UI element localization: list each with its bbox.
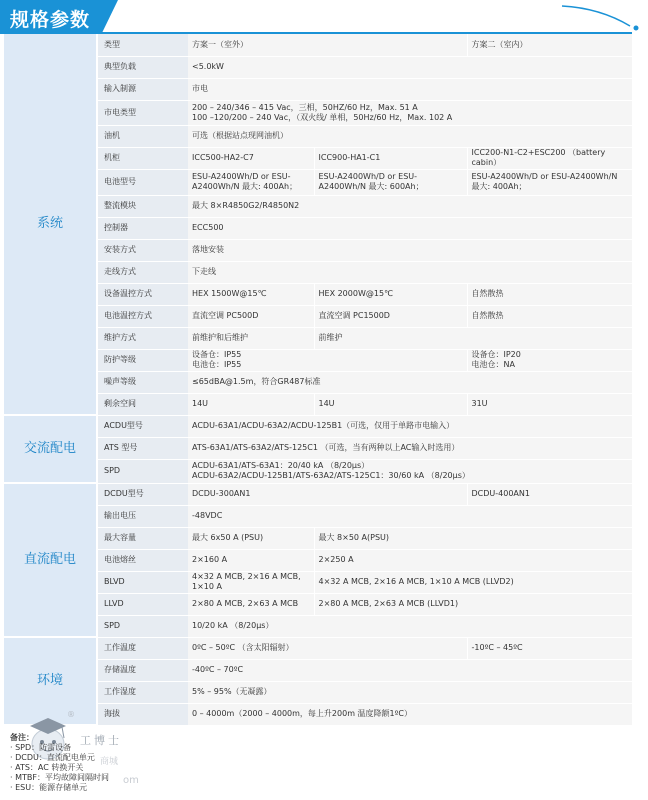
spec-row — [4, 217, 632, 239]
spec-label: ATS 型号 — [97, 437, 188, 459]
spec-value: 自然散热 — [467, 305, 632, 327]
spec-label: 控制器 — [97, 217, 188, 239]
note-item: · ESU：能源存储单元 — [10, 783, 88, 792]
section-label-dc: 直流配电 — [4, 483, 97, 637]
spec-row — [4, 239, 632, 261]
spec-value: DCDU-300AN1 — [188, 483, 467, 505]
spec-row — [4, 527, 632, 549]
spec-value: HEX 1500W@15℃ — [188, 283, 314, 305]
spec-row — [4, 549, 632, 571]
spec-value: 2×80 A MCB, 2×63 A MCB — [188, 593, 314, 615]
spec-row — [4, 78, 632, 100]
spec-value: ACDU-63A1/ACDU-63A2/ACDU-125B1（可选，仅用于单路市电输入） — [188, 415, 632, 437]
spec-label: 存储温度 — [97, 659, 188, 681]
page-header — [0, 0, 648, 36]
notes-title: 备注： — [10, 733, 34, 742]
spec-value: ICC900-HA1-C1 — [314, 147, 467, 169]
spec-row — [4, 415, 632, 437]
spec-value: ESU-A2400Wh/D or ESU-A2400Wh/N 最大: 400Ah； — [188, 169, 314, 195]
spec-value: 最大 8×R4850G2/R4850N2 — [188, 195, 632, 217]
spec-value: 14U — [314, 393, 467, 415]
spec-row — [4, 147, 632, 169]
watermark-domain: om — [123, 775, 139, 786]
note-item: · ATS：AC 转换开关 — [10, 763, 84, 772]
registered-mark: ® — [67, 710, 75, 719]
spec-label: 电池温控方式 — [97, 305, 188, 327]
spec-value: 最大 8×50 A(PSU) — [314, 527, 632, 549]
spec-value: 10/20 kA （8/20μs） — [188, 615, 632, 637]
spec-label: 噪声等级 — [97, 371, 188, 393]
spec-row — [4, 169, 632, 195]
spec-row — [4, 615, 632, 637]
spec-row — [4, 349, 632, 371]
watermark-brand: 工博士 — [80, 734, 122, 747]
spec-row — [4, 125, 632, 147]
spec-value: 直流空调 PC1500D — [314, 305, 467, 327]
spec-row — [4, 659, 632, 681]
spec-label: 输出电压 — [97, 505, 188, 527]
spec-row — [4, 261, 632, 283]
spec-row — [4, 505, 632, 527]
spec-table — [4, 34, 632, 726]
spec-value: 2×80 A MCB, 2×63 A MCB (LLVD1) — [314, 593, 632, 615]
spec-label: 类型 — [97, 34, 188, 56]
spec-label: 走线方式 — [97, 261, 188, 283]
spec-row — [4, 637, 632, 659]
spec-value: 4×32 A MCB, 2×16 A MCB, 1×10 A — [188, 571, 314, 593]
spec-row — [4, 681, 632, 703]
spec-row — [4, 34, 632, 56]
header-decoration — [560, 4, 648, 34]
spec-label: 典型负载 — [97, 56, 188, 78]
spec-row — [4, 100, 632, 125]
spec-value: HEX 2000W@15℃ — [314, 283, 467, 305]
spec-value: ESU-A2400Wh/D or ESU-A2400Wh/N 最大: 400Ah； — [467, 169, 632, 195]
spec-value: ≤65dBA@1.5m，符合GR487标准 — [188, 371, 632, 393]
spec-label: 安装方式 — [97, 239, 188, 261]
spec-label: ACDU型号 — [97, 415, 188, 437]
spec-value: 前维护和后维护 — [188, 327, 314, 349]
watermark-sub: 商城 — [100, 757, 119, 767]
note-item: · SPD：防雷设备 — [10, 743, 72, 752]
spec-row — [4, 703, 632, 725]
spec-row — [4, 371, 632, 393]
spec-value: 前维护 — [314, 327, 632, 349]
spec-label: 防护等级 — [97, 349, 188, 371]
spec-value: -10ºC – 45ºC — [467, 637, 632, 659]
spec-label: BLVD — [97, 571, 188, 593]
spec-value: 设备仓：IP20 电池仓：NA — [467, 349, 632, 371]
spec-value: -40ºC – 70ºC — [188, 659, 632, 681]
spec-value: ACDU-63A1/ATS-63A1：20/40 kA （8/20μs） ACDU-63A2/ACDU-125B1/ATS-63A2/ATS-125C1：30/60 kA （8/20μs） — [188, 459, 632, 483]
spec-value: 2×250 A — [314, 549, 632, 571]
spec-value: 31U — [467, 393, 632, 415]
spec-value: 下走线 — [188, 261, 632, 283]
spec-label: 维护方式 — [97, 327, 188, 349]
spec-value: 0 – 4000m（2000 – 4000m，每上升200m 温度降额1ºC） — [188, 703, 632, 725]
spec-value: 直流空调 PC500D — [188, 305, 314, 327]
spec-row — [4, 483, 632, 505]
spec-label: 工作温度 — [97, 637, 188, 659]
note-item: · MTBF：平均故障间隔时间 — [10, 773, 109, 782]
spec-value: ICC200-N1-C2+ESC200 （battery cabin） — [467, 147, 632, 169]
spec-row — [4, 393, 632, 415]
spec-value: 0ºC – 50ºC （含太阳辐射） — [188, 637, 467, 659]
spec-value: 可选（根据站点现网油机） — [188, 125, 632, 147]
spec-value: 200 – 240/346 – 415 Vac，三相，50HZ/60 Hz，Max. 51 A 100 –120/200 – 240 Vac，（双火线/ 单相，50Hz/60 Hz，Max. 102 A — [188, 100, 632, 125]
spec-value: ECC500 — [188, 217, 632, 239]
spec-row — [4, 593, 632, 615]
spec-value: 自然散热 — [467, 283, 632, 305]
spec-row — [4, 327, 632, 349]
spec-value: 最大 6x50 A (PSU) — [188, 527, 314, 549]
spec-row — [4, 195, 632, 217]
spec-row — [4, 459, 632, 483]
spec-value: 市电 — [188, 78, 632, 100]
spec-value: ATS-63A1/ATS-63A2/ATS-125C1 （可选，当有两种以上AC输入时选用） — [188, 437, 632, 459]
spec-row — [4, 571, 632, 593]
spec-label: 最大容量 — [97, 527, 188, 549]
spec-label: 油机 — [97, 125, 188, 147]
spec-value: 14U — [188, 393, 314, 415]
spec-value: 设备仓：IP55 电池仓：IP55 — [188, 349, 467, 371]
spec-value: -48VDC — [188, 505, 632, 527]
spec-value: 2×160 A — [188, 549, 314, 571]
spec-label: LLVD — [97, 593, 188, 615]
spec-value: 5% – 95%（无凝露） — [188, 681, 632, 703]
spec-value: 方案一（室外） — [188, 34, 467, 56]
notes — [10, 733, 109, 793]
spec-row — [4, 305, 632, 327]
spec-label: 电池熔丝 — [97, 549, 188, 571]
spec-label: 设备温控方式 — [97, 283, 188, 305]
spec-label: DCDU型号 — [97, 483, 188, 505]
spec-value: 落地安装 — [188, 239, 632, 261]
spec-value: <5.0kW — [188, 56, 632, 78]
spec-row — [4, 283, 632, 305]
spec-value: 4×32 A MCB, 2×16 A MCB, 1×10 A MCB (LLVD2) — [314, 571, 632, 593]
spec-label: 海拔 — [97, 703, 188, 725]
spec-value: DCDU-400AN1 — [467, 483, 632, 505]
spec-label: 输入制源 — [97, 78, 188, 100]
spec-label: 电池型号 — [97, 169, 188, 195]
spec-label: SPD — [97, 615, 188, 637]
spec-label: 整流模块 — [97, 195, 188, 217]
spec-label: 剩余空间 — [97, 393, 188, 415]
section-label-env: 环境 — [4, 637, 97, 725]
section-label-system: 系统 — [4, 34, 97, 415]
spec-row — [4, 437, 632, 459]
spec-row — [4, 56, 632, 78]
spec-value: ESU-A2400Wh/D or ESU-A2400Wh/N 最大: 600Ah； — [314, 169, 467, 195]
spec-value: ICC500-HA2-C7 — [188, 147, 314, 169]
note-item: · DCDU：直流配电单元 — [10, 753, 95, 762]
spec-label: SPD — [97, 459, 188, 483]
section-label-ac: 交流配电 — [4, 415, 97, 483]
spec-value: 方案二（室内） — [467, 34, 632, 56]
spec-label: 市电类型 — [97, 100, 188, 125]
spec-label: 机柜 — [97, 147, 188, 169]
page-title: 规格参数 — [10, 9, 91, 31]
spec-label: 工作湿度 — [97, 681, 188, 703]
